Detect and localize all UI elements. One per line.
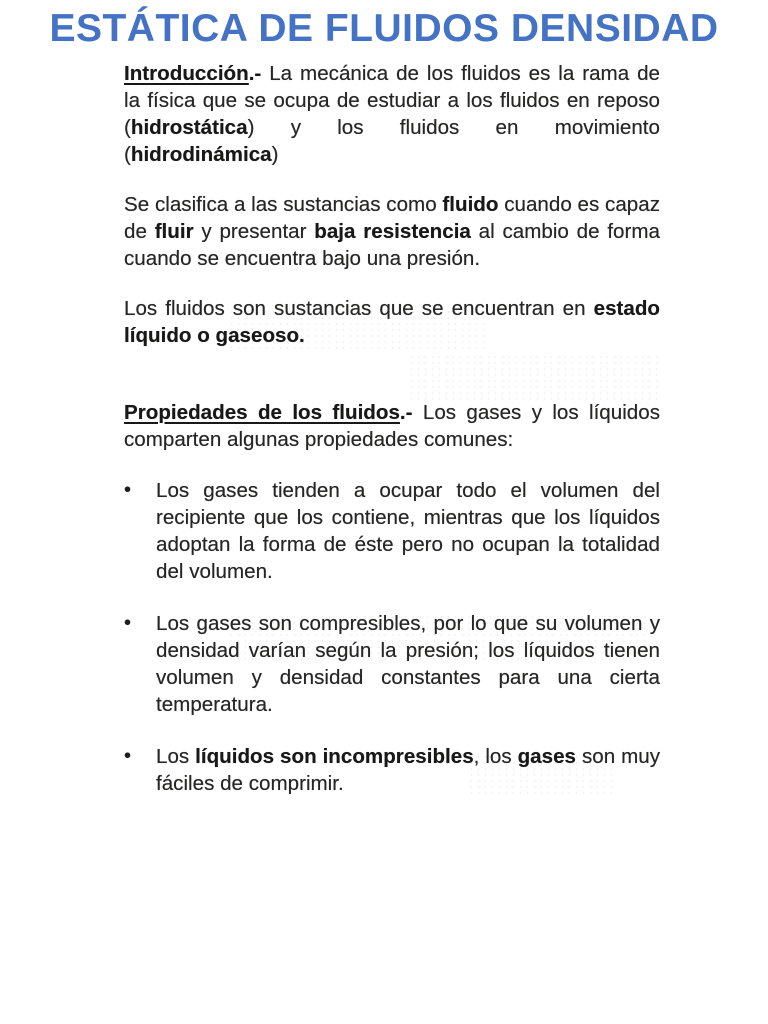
- intro-text-3: ): [271, 143, 279, 166]
- intro-separator: .-: [248, 62, 270, 85]
- bullet-icon: •: [124, 479, 132, 501]
- intro-heading: Introducción: [124, 62, 249, 85]
- list-item-text-2: , los: [473, 745, 518, 768]
- classify-text-2: cuando es capaz de: [124, 193, 660, 243]
- intro-text-1: La mecánica de los fluidos es la rama de la física que se ocupa de estudiar a los fluidos en reposo (: [124, 62, 660, 139]
- document-body: [124, 60, 660, 822]
- classify-bold-baja-resistencia: baja resistencia: [314, 220, 471, 243]
- classify-text-1: Se clasifica a las sustancias como: [124, 193, 443, 216]
- states-paragraph: [124, 295, 660, 349]
- intro-paragraph: [124, 60, 660, 168]
- properties-separator: .-: [399, 401, 423, 424]
- scanned-document: [108, 54, 670, 844]
- classify-text-3: y presentar: [193, 220, 315, 243]
- classify-text-4: al cambio de forma cuando se encuentra bajo una presión.: [124, 220, 660, 270]
- classify-bold-fluido: fluido: [442, 193, 499, 216]
- slide-title: ESTÁTICA DE FLUIDOS DENSIDAD: [49, 7, 719, 50]
- list-item: [124, 743, 660, 797]
- list-item-text: Los gases tienden a ocupar todo el volumen del recipiente que los contiene, mientras que los líquidos adoptan la forma de éste pero no ocupan la totalidad del volumen.: [156, 479, 660, 583]
- properties-paragraph: [124, 399, 660, 453]
- states-text-1: Los fluidos son sustancias que se encuentran en: [124, 297, 594, 320]
- list-item-text: Los gases son compresibles, por lo que su volumen y densidad varían según la presión; los líquidos tienen volumen y densidad constantes para una cierta temperatura.: [156, 612, 660, 716]
- list-item: [124, 610, 660, 718]
- intro-bold-hidrodinamica: hidrodinámica: [130, 143, 272, 166]
- properties-intro-text: Los gases y los líquidos comparten algunas propiedades comunes:: [124, 401, 660, 451]
- list-item-text-1: Los: [156, 745, 196, 768]
- list-item-bold-liquidos: líquidos son incompresibles: [195, 745, 474, 768]
- intro-bold-hidrostatica: hidrostática: [130, 116, 248, 139]
- bullet-icon: •: [124, 612, 132, 634]
- states-bold: estado líquido o gaseoso.: [124, 297, 660, 347]
- classify-bold-fluir: fluir: [154, 220, 194, 243]
- intro-text-2: ) y los fluidos en movimiento (: [124, 116, 660, 166]
- properties-heading: Propiedades de los fluidos: [124, 401, 400, 424]
- bullet-icon: •: [124, 745, 132, 767]
- properties-list: [124, 477, 660, 797]
- list-item: [124, 477, 660, 585]
- classify-paragraph: [124, 191, 660, 272]
- list-item-text-3: son muy fáciles de comprimir.: [156, 745, 660, 795]
- list-item-bold-gases: gases: [517, 745, 576, 768]
